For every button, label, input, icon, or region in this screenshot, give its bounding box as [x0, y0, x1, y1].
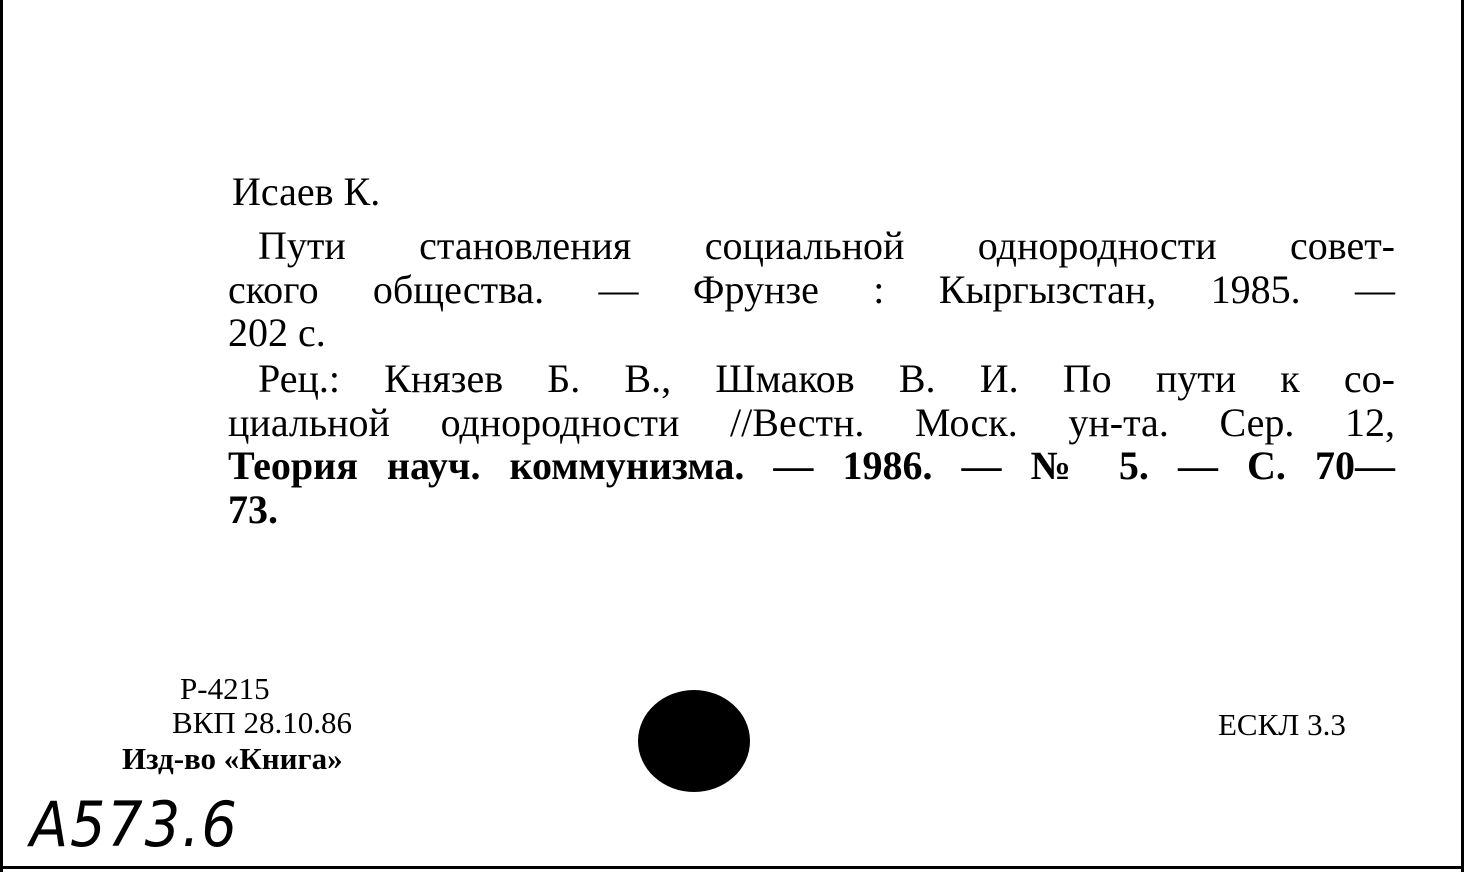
title-line-2: ского общества. — Фрунзе : Кыргызстан, 1985. — [228, 267, 1395, 312]
registration-info: ВКП 28.10.86 [172, 705, 352, 740]
publisher: Изд-во «Книга» [122, 741, 343, 776]
review-line-3: Теория науч. коммунизма. — 1986. — № 5. — С. 70— [228, 443, 1395, 488]
author-heading: Исаев К. [232, 169, 381, 214]
punch-hole [638, 690, 750, 792]
order-number: Р-4215 [180, 671, 270, 706]
review-line-4: 73. [228, 487, 278, 532]
handwritten-shelf-mark: A573.6 [30, 788, 239, 861]
card-edge-right [1461, 0, 1464, 872]
classification-code: ЕСКЛ 3.3 [1218, 707, 1346, 742]
card-edge-left [0, 0, 3, 872]
review-line-1: Рец.: Князев Б. В., Шмаков В. И. По пути к со- [258, 356, 1395, 401]
title-line-1: Пути становления социальной однородности совет- [258, 223, 1395, 268]
review-line-2: циальной однородности //Вестн. Моск. ун-та. Сер. 12, [228, 400, 1395, 445]
title-line-3: 202 с. [228, 310, 326, 355]
card-edge-bottom [0, 866, 1464, 869]
